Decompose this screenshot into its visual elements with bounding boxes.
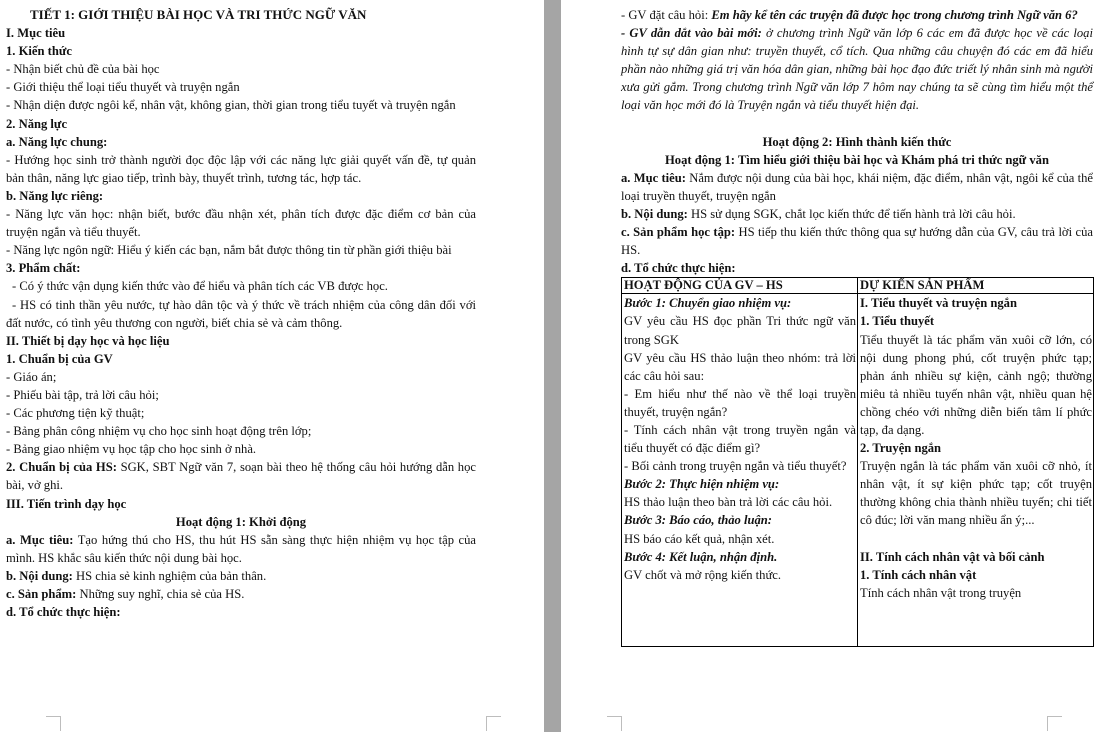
heading-activity-2-1: Hoạt động 1: Tìm hiểu giới thiệu bài học và Khám phá tri thức ngữ văn [665,152,1049,167]
activity-table [621,277,1094,647]
step-1-line: - Bối cảnh trong truyện ngắn và tiểu thuyết? [624,459,847,474]
content-label: b. Nội dung: [621,206,688,221]
activity2-organization: d. Tổ chức thực hiện: [621,261,736,276]
activity2-product [621,223,1093,259]
document-page-right [561,0,1105,732]
student-prep [6,458,476,494]
crop-mark [46,716,61,731]
teacher-prep-item: - Phiếu bài tập, trả lời câu hỏi; [6,387,159,402]
step-2-line: HS thảo luận theo bàn trả lời các câu hỏi. [624,495,833,510]
lesson-title: TIẾT 1: GIỚI THIỆU BÀI HỌC VÀ TRI THỨC NGỮ VĂN [30,7,367,22]
heading-teacher-prep: 1. Chuẩn bị của GV [6,351,113,366]
heading-activity-2: Hoạt động 2: Hình thành kiến thức [762,134,952,149]
crop-mark [486,716,501,731]
product-heading-2: II. Tính cách nhân vật và bối cảnh [860,549,1045,564]
specific-competence-item: - Năng lực ngôn ngữ: Hiểu ý kiến các bạn, nắm bắt được thông tin từ phần giới thiệu bài [6,243,452,258]
step-4-line: GV chốt và mở rộng kiến thức. [624,567,782,582]
product-short-story-text: Truyện ngắn là tác phẩm văn xuôi cỡ nhỏ, ít nhân vật, ít sự kiện phức tạp; cốt truyện thường không chia thành nhiều tuyến; chi tiết cô đúc; lời văn mang nhiều ẩn ý;... [860,459,1092,528]
blank-line [621,115,1093,133]
document-page-left [0,0,544,732]
teacher-prep-item: - Các phương tiện kỹ thuật; [6,406,145,421]
quality-item: - Có ý thức vận dụng kiến thức vào để hiểu và phân tích các VB được học. [12,279,388,294]
heading-competence: 2. Năng lực [6,116,68,131]
gv-lead-in [621,24,1093,114]
student-prep-text: SGK, SBT Ngữ văn 7, soạn bài theo hệ thống câu hỏi hướng dẫn học bài, vở ghi. [6,460,476,493]
activity2-content [621,205,1093,223]
step-1-line: - Em hiểu như thế nào về thể loại truyền thuyết, truyện ngắn? [624,386,856,419]
content-label: b. Nội dung: [6,568,73,583]
table-cell-activities [622,294,858,647]
step-1-line: GV yêu cầu HS đọc phần Tri thức ngữ văn trong SGK [624,314,856,347]
objective-text: Nắm được nội dung của bài học, khái niệm, đặc điểm, nhân vật, ngôi kể của thể loại truyền thuyết, truyện ngắn [621,170,1093,203]
step-4: Bước 4: Kết luận, nhận định. [624,549,778,564]
product-label: c. Sản phẩm học tập: [621,225,736,240]
activity1-objective [6,531,476,567]
teacher-prep-item: - Giáo án; [6,369,57,384]
step-3: Bước 3: Báo cáo, thảo luận: [624,513,772,528]
content-text: HS sử dụng SGK, chắt lọc kiến thức để tiến hành trả lời câu hỏi. [687,206,1016,221]
blank-line [860,530,1092,548]
activity1-product [6,585,476,603]
gv-question-prefix: - GV đặt câu hỏi: [621,8,712,22]
product-label: c. Sản phẩm: [6,587,77,601]
heading-process: III. Tiến trình dạy học [6,496,127,511]
step-3-line: HS báo cáo kết quả, nhận xét. [624,531,775,546]
product-subheading-character: 1. Tính cách nhân vật [860,567,977,582]
gv-question [621,6,1093,24]
product-subheading-short-story: 2. Truyện ngắn [860,441,942,456]
product-character-text: Tính cách nhân vật trong truyện [860,585,1022,600]
table-header-product: DỰ KIẾN SẢN PHẨM [858,278,1094,294]
step-1-line: - Tính cách nhân vật trong truyền ngắn và tiểu thuyết có đặc điểm gì? [624,422,856,456]
heading-activity-1: Hoạt động 1: Khởi động [175,514,307,529]
teacher-prep-item: - Bảng phân công nhiệm vụ cho học sinh hoạt động trên lớp; [6,424,312,439]
heading-general-competence: a. Năng lực chung: [6,134,108,149]
specific-competence-item: - Năng lực văn học: nhận biết, bước đầu nhận xét, phân tích được đặc điểm cơ bản của truyện ngắn và tiểu thuyết. [6,207,476,240]
content-text: HS chia sẻ kinh nghiệm của bản thân. [72,568,267,583]
heading-objectives: I. Mục tiêu [6,26,66,41]
knowledge-item: - Nhận biết chủ đề của bài học [6,62,160,77]
objective-text: Tạo hứng thú cho HS, thu hút HS sẵn sàng thực hiện nhiệm vụ học tập của mình. HS khắc sâu kiến thức nội dung bài học. [6,532,476,565]
heading-specific-competence: b. Năng lực riêng: [6,188,104,203]
knowledge-item: - Giới thiệu thể loại tiểu thuyết và truyện ngắn [6,80,240,95]
product-text: Những suy nghĩ, chia sẻ của HS. [76,587,245,601]
product-novel-text: Tiểu thuyết là tác phẩm văn xuôi cỡ lớn, có nội dung phong phú, cốt truyện phức tạp; phản ánh nhiều sự kiện, cảnh ngộ; thường miêu tả nhiều tuyến nhân vật, nhiều quan hệ chồng chéo với những diễn biến tâm lí phức tạp, đa dạng. [860,332,1092,437]
table-header-gv-hs: HOẠT ĐỘNG CỦA GV – HS [622,278,858,294]
knowledge-item: - Nhận diện được ngôi kể, nhân vật, không gian, thời gian trong tiểu tuyết và truyện ngắn [6,98,456,113]
page-right-content [621,6,1093,647]
gv-lead-label: - GV dẫn dắt vào bài mới: [621,26,762,41]
crop-mark [607,716,622,731]
crop-mark [1047,716,1062,731]
step-2: Bước 2: Thực hiện nhiệm vụ: [624,477,780,492]
gv-lead-text: ở chương trình Ngữ văn lớp 6 các em đã được học về các loại hình tự sự dân gian như: truyền thuyết, cổ tích. Qua những câu chuyện đó các em đã hiểu phần nào những giá trị văn hóa dân gian, những bài học đạo đức triết lý nhân sinh mà người xưa gửi gắm. Trong chương trình Ngữ văn lớp 7 hôm nay chúng ta sẽ cùng tìm hiểu một thể loại văn học mới đó là Truyện ngắn và tiểu thuyết hiện đại. [621,26,1093,113]
gv-question-text: Em hãy kể tên các truyện đã được học trong chương trình Ngữ văn 6? [711,8,1078,22]
activity1-organization: d. Tổ chức thực hiện: [6,605,121,620]
objective-label: a. Mục tiêu: [6,532,74,547]
activity2-objective [621,169,1093,205]
product-text: HS tiếp thu kiến thức thông qua sự hướng dẫn của GV, câu trả lời của HS. [621,225,1093,258]
table-cell-products [858,294,1094,647]
heading-equipment: II. Thiết bị dạy học và học liệu [6,333,170,348]
activity1-content [6,567,476,585]
heading-knowledge: 1. Kiến thức [6,44,72,59]
step-1-line: GV yêu cầu HS thảo luận theo nhóm: trả lời các câu hỏi sau: [624,350,856,383]
heading-quality: 3. Phẩm chất: [6,261,81,276]
student-prep-label: 2. Chuẩn bị của HS: [6,460,117,475]
step-1: Bước 1: Chuyển giao nhiệm vụ: [624,296,792,311]
page-left-content [6,6,476,621]
teacher-prep-item: - Bảng giao nhiệm vụ học tập cho học sinh ở nhà. [6,442,257,457]
quality-item: - HS có tinh thần yêu nước, tự hào dân tộc và ý thức về trách nhiệm của công dân đối với đất nước, có tình yêu thương con người, biết chia sẻ và cảm thông. [6,297,476,330]
product-subheading-novel: 1. Tiểu thuyết [860,314,935,329]
product-heading-1: I. Tiểu thuyết và truyện ngắn [860,296,1017,311]
objective-label: a. Mục tiêu: [621,170,686,185]
general-competence-text: - Hướng học sinh trở thành người đọc độc lập với các năng lực giải quyết vấn đề, tự quản bản thân, năng lực giao tiếp, trình bày, thuyết trình, tương tác, hợp tác. [6,152,476,185]
